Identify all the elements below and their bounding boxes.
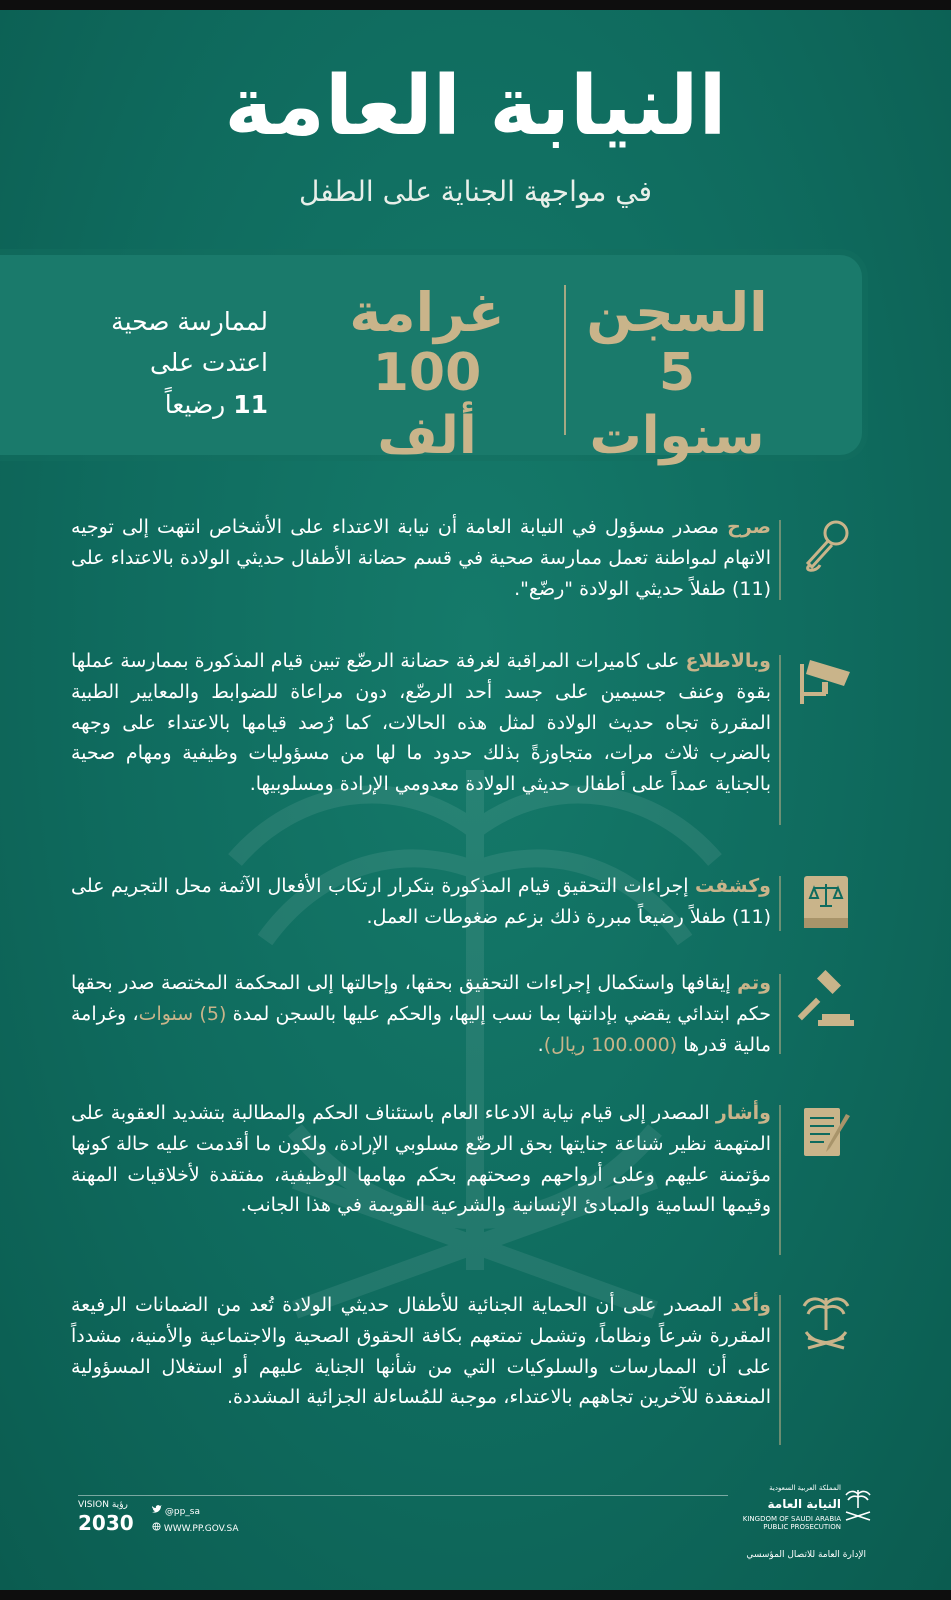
logo-subtitle bbox=[743, 1515, 841, 1531]
vision-2030-logo bbox=[78, 1500, 134, 1535]
paragraph-text: إيقافها واستكمال إجراءات التحقيق بحقها، وإحالتها إلى المحكمة المختصة صدر بحقها حكم ابتدائي يقضي بإدانتها بما نسب إليها، والحكم عليها بالسجن لمدة bbox=[71, 972, 771, 1025]
stats-banner bbox=[0, 255, 862, 466]
security-camera-icon bbox=[796, 650, 856, 710]
fine-value: 100 ألف bbox=[372, 343, 482, 466]
law-book-icon bbox=[796, 872, 856, 932]
paragraph-6 bbox=[71, 1290, 771, 1413]
paragraph-lead: وبالاطلاع bbox=[685, 650, 771, 672]
paragraph-text: المصدر على أن الحماية الجنائية للأطفال حديثي الولادة تُعد من الضمانات الرفيعة المقررة شرعاً ونظاماً، وتشمل تمتعهم بكافة الحقوق الصحية والاجتماعية والأمنية، مشدداً على أن الممارسات والسلوكيات التي من شأنها الجناية عليهم أو استغلال المسؤولية المنعقدة للآخرين تجاههم بالاعتداء، موجبة للمُساءلة الجزائية المشددة. bbox=[71, 1294, 771, 1409]
fine-stat bbox=[322, 283, 532, 467]
page-subtitle: في مواجهة الجناية على الطفل bbox=[299, 175, 652, 208]
paragraph-text: إجراءات التحقيق قيام المذكورة بتكرار ارتكاب الأفعال الآثمة محل التجريم على (11) طفلاً رضيعاً مبررة ذلك بزعم ضغوطات العمل. bbox=[71, 875, 771, 928]
case-word: رضيعاً bbox=[164, 389, 226, 419]
paragraph-lead: وكشفت bbox=[695, 875, 771, 897]
twitter-icon bbox=[152, 1505, 162, 1514]
case-count: 11 bbox=[233, 389, 268, 419]
page-title: النيابة العامة bbox=[224, 59, 727, 154]
paragraph-divider bbox=[779, 974, 781, 1054]
paragraph-lead: وأشار bbox=[715, 1102, 771, 1124]
microphone-icon bbox=[796, 515, 856, 575]
paragraph-divider bbox=[779, 1295, 781, 1445]
logo-english-line2: PUBLIC PROSECUTION bbox=[763, 1523, 841, 1531]
social-links bbox=[152, 1505, 239, 1535]
paragraph-3 bbox=[71, 871, 771, 933]
paragraph-lead: وتم bbox=[737, 972, 771, 994]
paragraph-5 bbox=[71, 1098, 771, 1221]
paragraph-text: المصدر إلى قيام نيابة الادعاء العام باستئناف الحكم والمطالبة بتشديد العقوبة على المتهمة نظير شناعة جنايتها بحق الرضّع مسلوبي الإرادة، ولكون ما أقدمت عليه حالة كونها مؤتمنة عليهم وعلى أرواحهم وصحتهم بحكم مهامها الوظيفية، مفتقدة لأخلاقيات المهنة وقيمها السامية والمبادئ الإنسانية والشرعية القويمة في هذا الجانب. bbox=[71, 1102, 771, 1217]
paragraph-lead: صرح bbox=[727, 516, 771, 538]
prison-value: 5 سنوات bbox=[589, 343, 765, 466]
palm-swords-icon bbox=[796, 1292, 856, 1352]
website-link[interactable] bbox=[152, 1522, 239, 1535]
document-pen-icon bbox=[796, 1102, 856, 1162]
case-stat bbox=[78, 301, 268, 425]
prison-label: السجن bbox=[586, 281, 768, 344]
footer-divider bbox=[78, 1495, 728, 1496]
vision-label: VISION رؤية bbox=[78, 1500, 128, 1510]
logo-english-line1: KINGDOM OF SAUDI ARABIA bbox=[742, 1515, 841, 1523]
twitter-link[interactable] bbox=[152, 1505, 239, 1518]
case-line2: اعتدت على bbox=[149, 348, 268, 378]
infographic bbox=[0, 10, 951, 1590]
logo-name: النيابة العامة bbox=[767, 1497, 841, 1511]
website-url: WWW.PP.GOV.SA bbox=[163, 1523, 239, 1534]
paragraph-1 bbox=[71, 512, 771, 604]
paragraph-divider bbox=[779, 876, 781, 931]
case-line3 bbox=[78, 384, 268, 425]
paragraph-text: على كاميرات المراقبة لغرفة حضانة الرضّع تبين قيام المذكورة بممارسة عملها بقوة وعنف جسيمين على جسد أحد الرضّع، دون مراعاة للضوابط والمعايير الطبية المقررة تجاه حديث الولادة لمثل هذه الحالات، كما رُصد قيامها بالاعتداء على وجهه بالضرب ثلاث مرات، متجاوزةً بذلك حدود ما لها من مسؤوليات وظيفية ومهام صحية بالجناية عمداً على أطفال حديثي الولادة معدومي الإرادة ومسلوبيها. bbox=[71, 650, 771, 796]
paragraph-divider bbox=[779, 1105, 781, 1255]
vision-year: 2030 bbox=[78, 1510, 134, 1535]
paragraph-lead: وأكد bbox=[730, 1294, 771, 1316]
paragraph-text: مصدر مسؤول في النيابة العامة أن نيابة الاعتداء على الأشخاص انتهت إلى توجيه الاتهام لمواطنة تعمل ممارسة صحية في قسم حضانة الأطفال حديثي الولادة بالاعتداء على (11) طفلاً حديثي الولادة "رضّع". bbox=[71, 516, 771, 600]
paragraph-divider bbox=[779, 655, 781, 825]
saudi-emblem-icon bbox=[843, 1488, 873, 1522]
gavel-icon bbox=[796, 970, 856, 1030]
twitter-handle: @pp_sa bbox=[164, 1507, 201, 1517]
paragraph-4 bbox=[71, 968, 771, 1060]
paragraph-text: . bbox=[537, 1033, 544, 1056]
paragraph-divider bbox=[779, 520, 781, 600]
case-line1: لممارسة صحية bbox=[111, 307, 268, 336]
paragraph-2 bbox=[71, 646, 771, 800]
prison-term-highlight: (5) سنوات bbox=[138, 1002, 227, 1025]
logo-top-text: المملكة العربية السعودية bbox=[769, 1484, 841, 1492]
paragraph-text: ، وغرامة مالية قدرها bbox=[71, 1002, 771, 1056]
department-name: الإدارة العامة للاتصال المؤسسي bbox=[746, 1550, 866, 1560]
globe-icon bbox=[152, 1522, 161, 1531]
prison-stat bbox=[572, 283, 782, 467]
fine-amount-highlight: (100.000 ريال) bbox=[543, 1033, 678, 1056]
stats-divider bbox=[564, 285, 566, 435]
fine-label: غرامة bbox=[349, 281, 505, 344]
